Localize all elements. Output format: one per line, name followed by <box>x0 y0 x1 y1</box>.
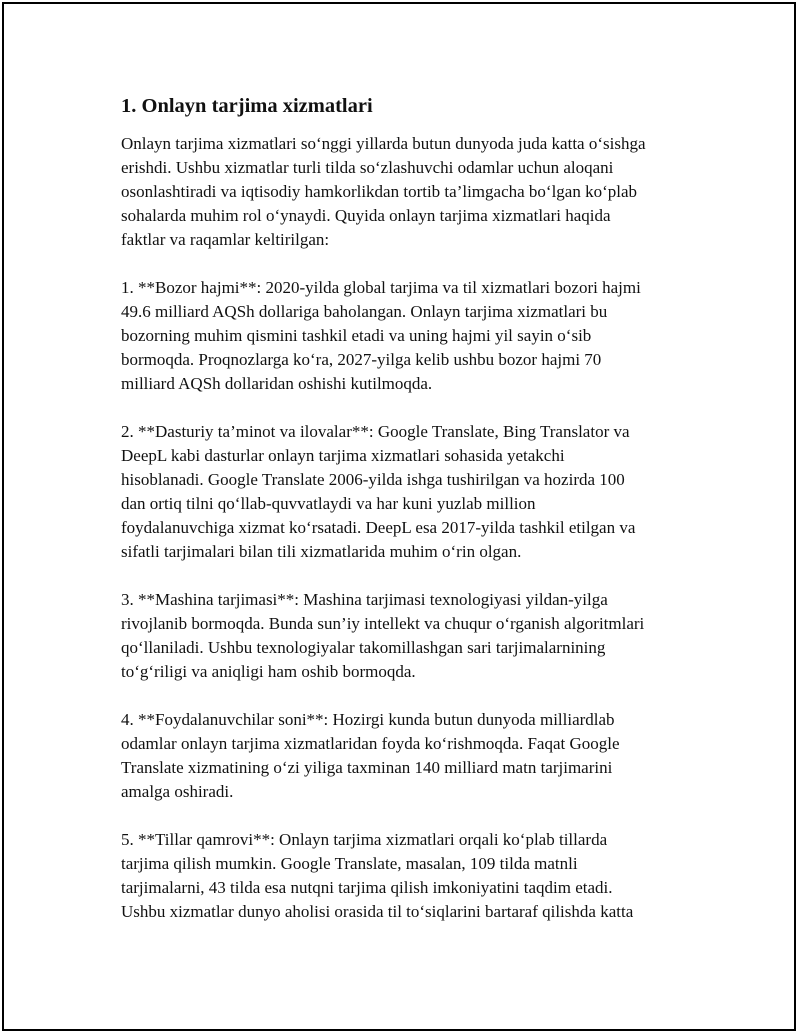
text-line: to‘g‘riligi va aniqligi ham oshib bormoqda. <box>121 662 416 681</box>
machine-translation-paragraph <box>121 588 696 684</box>
text-line: sohalarda muhim rol o‘ynaydi. Quyida onlayn tarjima xizmatlari haqida <box>121 206 611 225</box>
text-line: tarjima qilish mumkin. Google Translate, masalan, 109 tilda matnli <box>121 854 578 873</box>
section-heading: 1. Onlayn tarjima xizmatlari <box>121 95 373 117</box>
text-line: sifatli tarjimalari bilan tili xizmatlarida muhim o‘rin olgan. <box>121 542 522 561</box>
text-line: qo‘llaniladi. Ushbu texnologiyalar takomillashgan sari tarjimalarnining <box>121 638 606 657</box>
software-paragraph <box>121 420 696 564</box>
text-line: Translate xizmatining o‘zi yiliga taxminan 140 milliard matn tarjimarini <box>121 758 613 777</box>
language-coverage-paragraph <box>121 828 696 924</box>
text-line: DeepL kabi dasturlar onlayn tarjima xizmatlari sohasida yetakchi <box>121 446 565 465</box>
text-line: osonlashtiradi va iqtisodiy hamkorlikdan tortib ta’limgacha bo‘lgan ko‘plab <box>121 182 638 201</box>
text-line: faktlar va raqamlar keltirilgan: <box>121 230 330 249</box>
text-line: 5. **Tillar qamrovi**: Onlayn tarjima xizmatlari orqali ko‘plab tillarda <box>121 830 608 849</box>
market-size-paragraph <box>121 276 696 396</box>
text-line: milliard AQSh dollaridan oshishi kutilmoqda. <box>121 374 433 393</box>
text-line: rivojlanib bormoqda. Bunda sun’iy intellekt va chuqur o‘rganish algoritmlari <box>121 614 645 633</box>
document-content <box>121 94 696 948</box>
text-line: odamlar onlayn tarjima xizmatlaridan foyda ko‘rishmoqda. Faqat Google <box>121 734 620 753</box>
text-line: dan ortiq tilni qo‘llab-quvvatlaydi va har kuni yuzlab million <box>121 494 536 513</box>
text-line: hisoblanadi. Google Translate 2006-yilda ishga tushirilgan va hozirda 100 <box>121 470 625 489</box>
text-line: 3. **Mashina tarjimasi**: Mashina tarjimasi texnologiyasi yildan-yilga <box>121 590 608 609</box>
document-page <box>2 2 796 1031</box>
text-line: foydalanuvchiga xizmat ko‘rsatadi. DeepL esa 2017-yilda tashkil etilgan va <box>121 518 636 537</box>
text-line: bormoqda. Proqnozlarga ko‘ra, 2027-yilga kelib ushbu bozor hajmi 70 <box>121 350 602 369</box>
text-line: 1. **Bozor hajmi**: 2020-yilda global tarjima va til xizmatlari bozori hajmi <box>121 278 641 297</box>
text-line: tarjimalarni, 43 tilda esa nutqni tarjima qilish imkoniyatini taqdim etadi. <box>121 878 613 897</box>
text-line: bozorning muhim qismini tashkil etadi va uning hajmi yil sayin o‘sib <box>121 326 592 345</box>
text-line: 2. **Dasturiy ta’minot va ilovalar**: Google Translate, Bing Translator va <box>121 422 630 441</box>
text-line: Ushbu xizmatlar dunyo aholisi orasida til to‘siqlarini bartaraf qilishda katta <box>121 902 634 921</box>
text-line: Onlayn tarjima xizmatlari so‘nggi yillarda butun dunyoda juda katta o‘sishga <box>121 134 646 153</box>
intro-paragraph <box>121 132 696 252</box>
text-line: 4. **Foydalanuvchilar soni**: Hozirgi kunda butun dunyoda milliardlab <box>121 710 615 729</box>
text-line: erishdi. Ushbu xizmatlar turli tilda so‘zlashuvchi odamlar uchun aloqani <box>121 158 614 177</box>
users-count-paragraph <box>121 708 696 804</box>
text-line: amalga oshiradi. <box>121 782 234 801</box>
text-line: 49.6 milliard AQSh dollariga baholangan. Onlayn tarjima xizmatlari bu <box>121 302 608 321</box>
